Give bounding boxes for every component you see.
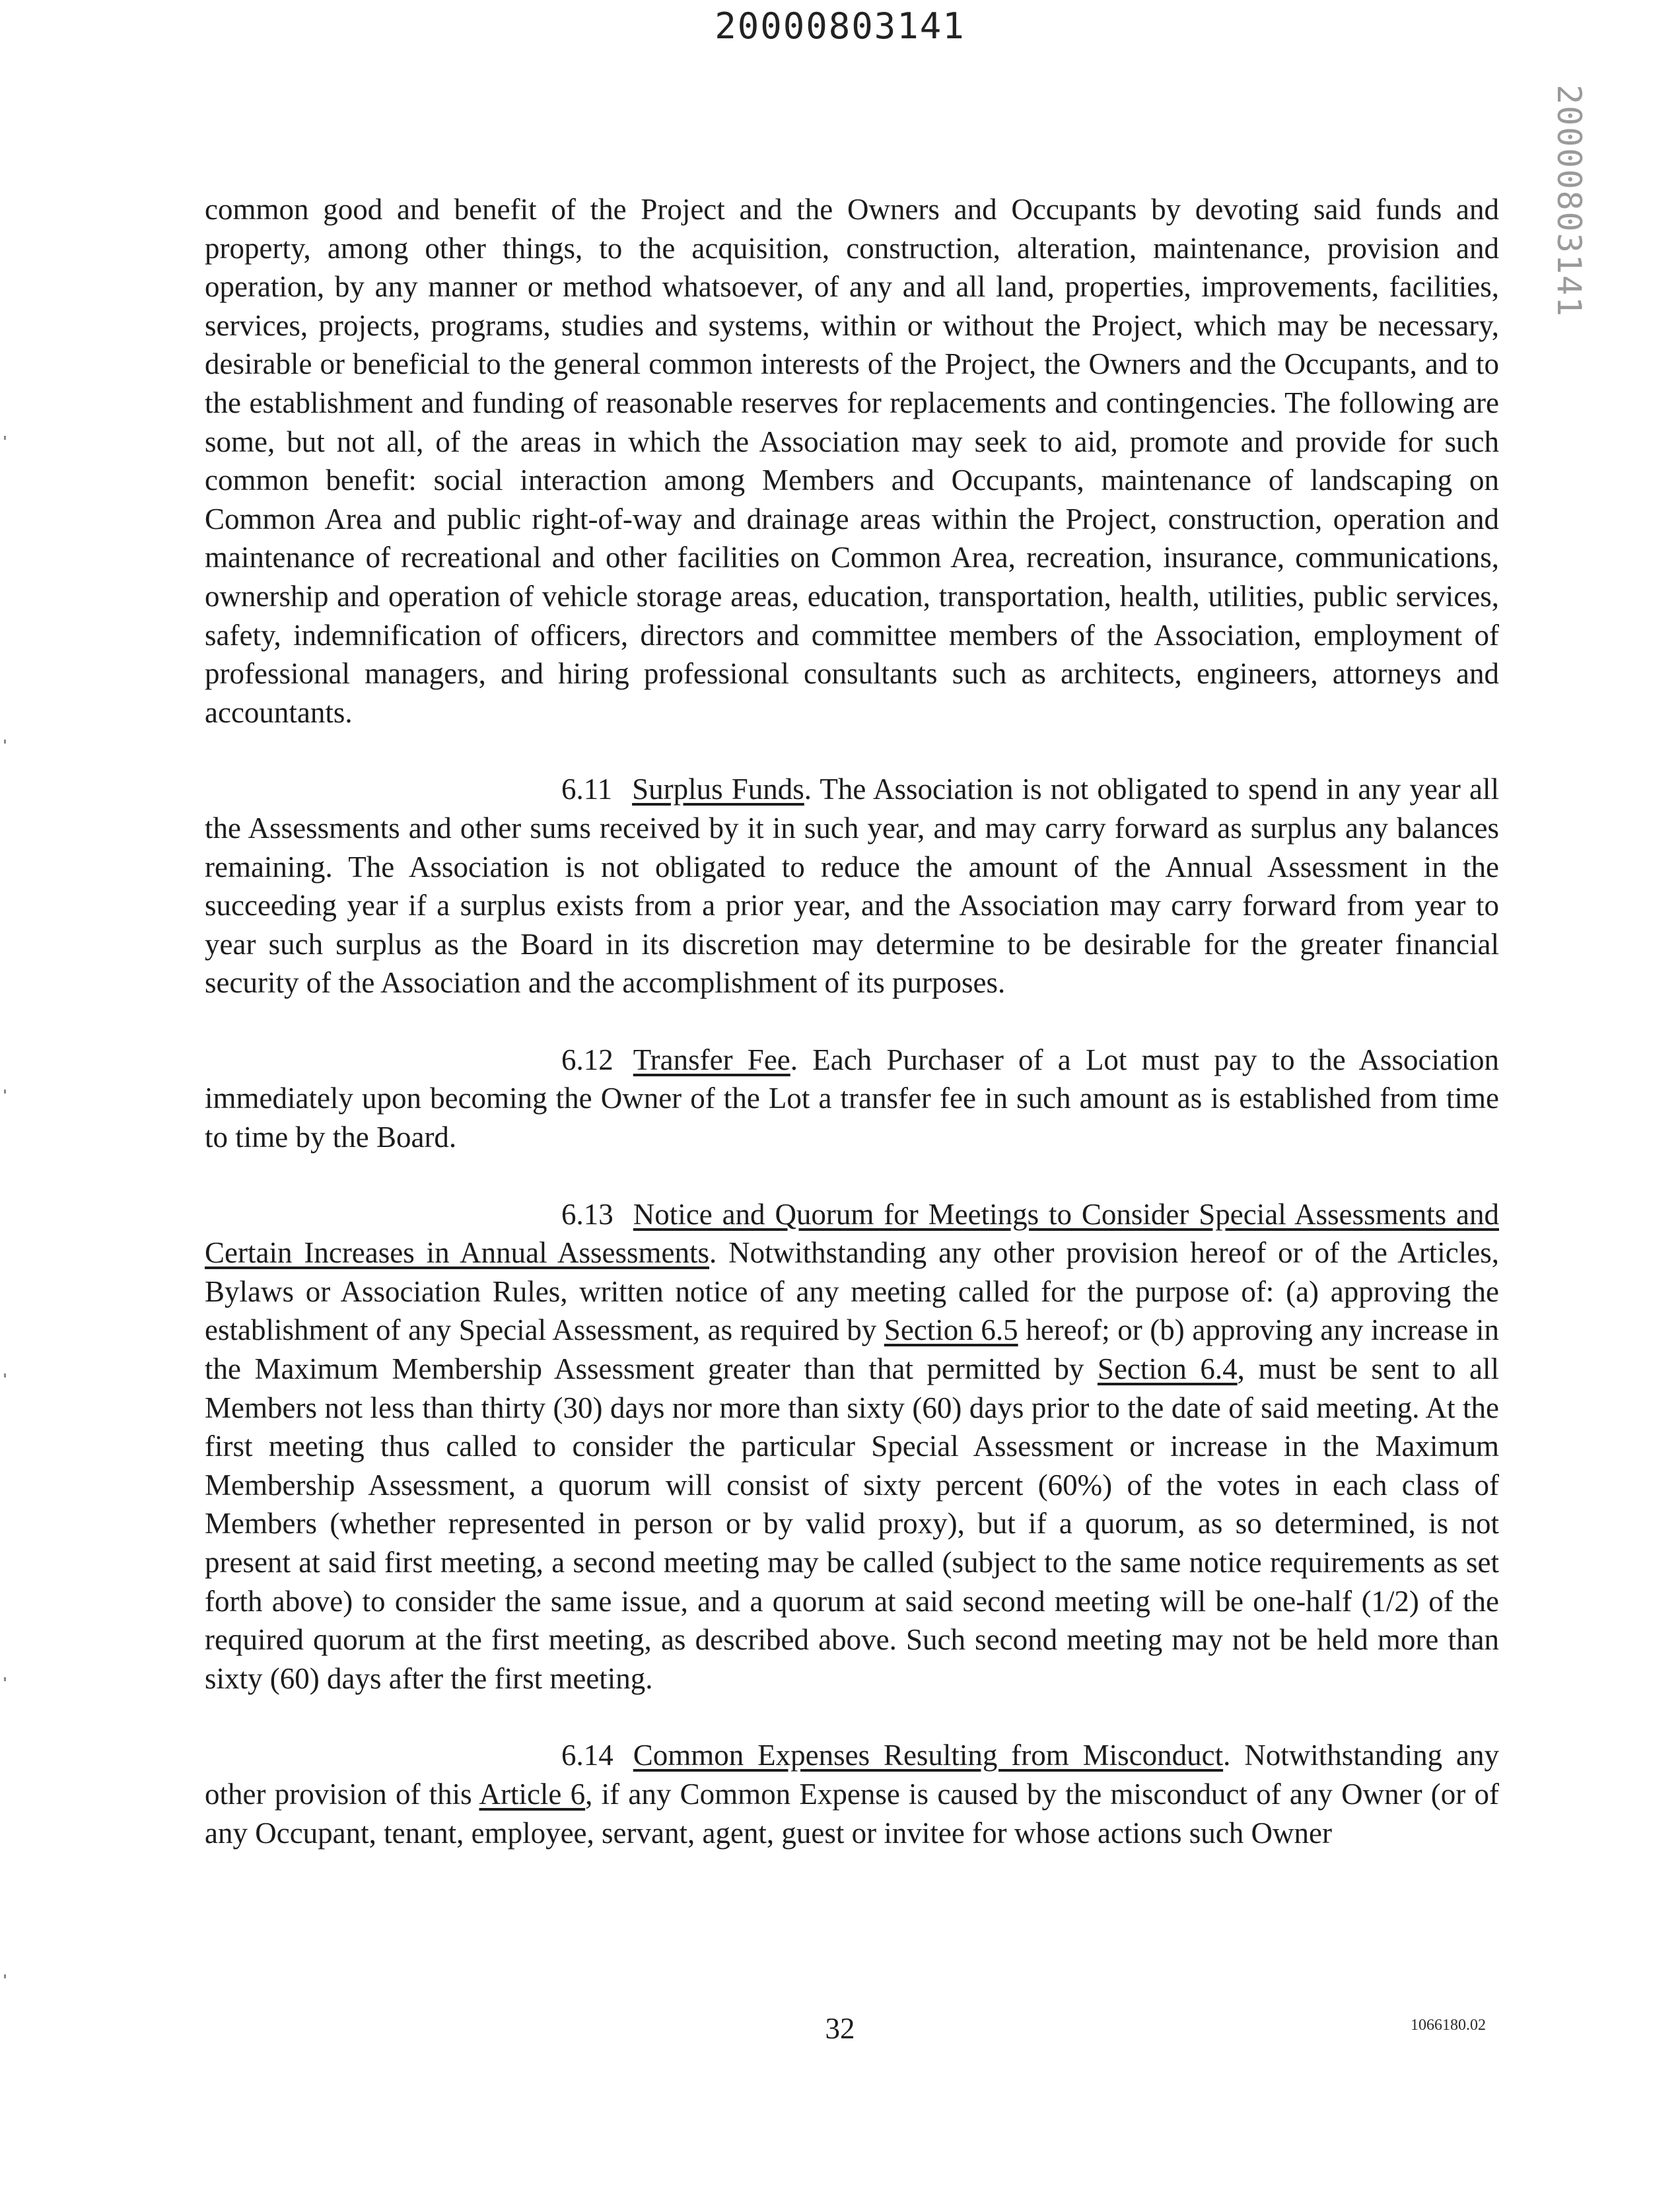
document-control-number: 20000803141	[715, 5, 965, 47]
section-reference: Section 6.5	[884, 1313, 1018, 1347]
margin-mark	[4, 1974, 6, 1978]
side-stamp-number: 20000803141	[1550, 85, 1588, 318]
margin-mark	[4, 740, 6, 744]
margin-mark	[4, 436, 6, 440]
section-title: Surplus Funds	[632, 773, 804, 806]
section-text: . The Association is not obligated to spend in any year all the Assessments and other sums received by it in such year, and may carry forward as surplus any balances remaining. The Association is not obligated to reduce the amount of the Annual Assessment in the succeeding year if a surplus exists from a prior year, and the Association may carry forward from year to year such surplus as the Board in its discretion may determine to be desirable for the greater financial security of the Association and the accomplishment of its purposes.	[205, 773, 1499, 1000]
section-number: 6.11	[561, 773, 613, 806]
paragraph-continuation: common good and benefit of the Project and the Owners and Occupants by devoting said funds and property, among other things, to the acquisition, construction, alteration, maintenance, provision and operation, by any manner or method whatsoever, of any and all land, properties, improvements, facilities, services, projects, programs, studies and systems, within or without the Project, which may be necessary, desirable or beneficial to the general common interests of the Project, the Owners and the Occupants, and to the establishment and funding of reasonable reserves for replacements and contingencies. The following are some, but not all, of the areas in which the Association may seek to aid, promote and provide for such common benefit: social interaction among Members and Occupants, maintenance of landscaping on Common Area and public right-of-way and drainage areas within the Project, construction, operation and maintenance of recreational and other facilities on Common Area, recreation, insurance, communications, ownership and operation of vehicle storage areas, education, transportation, health, utilities, public services, safety, indemnification of officers, directors and committee members of the Association, employment of professional managers, and hiring professional consultants such as architects, engineers, attorneys and accountants.	[205, 193, 1499, 729]
section-reference: Article 6	[479, 1777, 586, 1811]
page-number: 32	[825, 2012, 855, 2045]
section-number: 6.12	[561, 1043, 613, 1076]
document-id: 1066180.02	[1411, 2017, 1486, 2034]
margin-mark	[4, 1373, 6, 1377]
margin-mark	[4, 1090, 6, 1094]
section-text: . Notwithstanding any other provision hereof or of the Articles, Bylaws or Association Rules, written notice of any meeting called for the purpose of: (a) approving the establishment of any Special Assessment, as required by	[205, 1236, 1499, 1347]
section-title: Transfer Fee	[633, 1043, 790, 1076]
document-body	[205, 190, 1499, 1891]
section-number: 6.13	[561, 1197, 613, 1231]
section-6-12	[205, 1041, 1499, 1157]
section-title: Common Expenses Resulting from Misconduct	[633, 1739, 1224, 1772]
section-6-13	[205, 1195, 1499, 1698]
section-text: hereof; or (b) approving any increase in the Maximum Membership Assessment greater than that permitted by	[205, 1313, 1499, 1386]
section-6-14	[205, 1736, 1499, 1852]
section-6-11	[205, 770, 1499, 1002]
section-text: . Notwithstanding any other provision of this	[205, 1739, 1500, 1811]
section-text: , must be sent to all Members not less than thirty (30) days nor more than sixty (60) days prior to the date of said meeting. At the first meeting thus called to consider the particular Special Assessment or increase in the Maximum Membership Assessment, a quorum will consist of sixty percent (60%) of the votes in each class of Members (whether represented in person or by valid proxy), but if a quorum, as so determined, is not present at said first meeting, a second meeting may be called (subject to the same notice requirements as set forth above) to consider the same issue, and a quorum at said second meeting will be one-half (1/2) of the required quorum at the first meeting, as described above. Such second meeting may not be held more than sixty (60) days after the first meeting.	[205, 1352, 1499, 1695]
section-number: 6.14	[561, 1739, 613, 1772]
section-text: , if any Common Expense is caused by the misconduct of any Owner (or of any Occupant, tenant, employee, servant, agent, guest or invitee for whose actions such Owner	[205, 1777, 1500, 1850]
section-text: . Each Purchaser of a Lot must pay to the Association immediately upon becoming the Owner of the Lot a transfer fee in such amount as is established from time to time by the Board.	[205, 1043, 1499, 1154]
section-reference: Section 6.4	[1097, 1352, 1238, 1386]
section-title: Notice and Quorum for Meetings to Consider Special Assessments and Certain Increases in Annual Assessments	[205, 1197, 1499, 1270]
margin-mark	[4, 1677, 6, 1681]
